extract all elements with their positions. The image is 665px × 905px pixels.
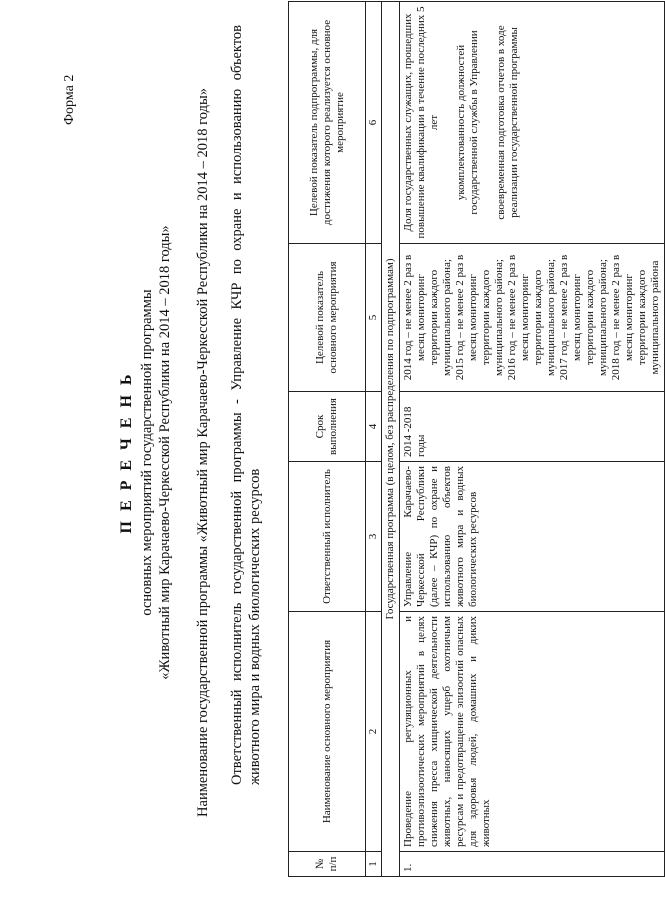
column-number: 3 xyxy=(366,462,382,612)
measure-executor: Управление Карачаево-Черкесской Республики (далее – КЧР) по охране и использованию объектов животного мира и водных биологических ресурсов xyxy=(400,462,665,612)
measure-indicator: 2014 год – не менее 2 раз в месяц мониторинг территории каждого муниципального района; 2015 год – не менее 2 раз в месяц мониторинг территории каждого муниципального района; 2016 год – не менее 2 раз в месяц мониторинг территории каждого муниципального района; 2017 год – не менее 2 раз в месяц мониторинг территории каждого муниципального района; 2018 год – не менее 2 раз в месяц мониторинг территории каждого муниципального района xyxy=(400,244,665,392)
measures-table xyxy=(288,1,665,877)
column-number-row xyxy=(366,2,382,877)
row-number: 1. xyxy=(400,852,665,877)
header-executor: Ответственный исполнитель xyxy=(289,462,366,612)
target-indicators xyxy=(400,2,665,244)
target-indicator-1: Доля государственных служащих, прошедших повышение квалификации в течение последних 5 лет xyxy=(402,6,440,239)
table-row xyxy=(400,2,665,877)
header-target-indicator: Целевой показатель подпрограммы, для достижения которого реализуется основное мероприятие xyxy=(289,2,366,244)
target-indicator-2: укомплектованность должностей государственной службы в Управлении xyxy=(455,30,480,215)
measure-name: Проведение регуляционных и противоэпизоотических мероприятий в целях снижения пресса хищнической деятельности животных, наносящих ущерб охотничьим ресурсам и предотвращение эпизоотий опасных для здоровья людей, домашних и диких животных xyxy=(400,612,665,852)
column-number: 2 xyxy=(366,612,382,852)
program-title: «Животный мир Карачаево-Черкесской Республики на 2014 – 2018 годы» xyxy=(157,225,173,680)
section-title: Государственная программа (в целом, без распределения по подпрограммам) xyxy=(382,2,400,877)
responsible-executor-line: Ответственный исполнитель государственной программы - Управление КЧР по охране и использованию объектов животного мира и водных биологических ресурсов xyxy=(229,25,263,785)
section-row xyxy=(382,2,400,877)
measure-term: 2014 -2018 годы xyxy=(400,392,665,462)
table-header-row xyxy=(289,2,366,877)
form-label: Форма 2 xyxy=(62,74,77,125)
header-term: Срок выполнения xyxy=(289,392,366,462)
program-name-line: Наименование государственной программы «Животный мир Карачаево-Черкесской Республики на 2014 – 2018 годы» xyxy=(195,88,211,817)
header-number: № п/п xyxy=(289,852,366,877)
target-indicator-3: своевременная подготовка отчетов в ходе реализации государственной программы xyxy=(495,25,520,220)
column-number: 5 xyxy=(366,244,382,392)
column-number: 6 xyxy=(366,2,382,244)
column-number: 4 xyxy=(366,392,382,462)
header-measure-indicator: Целевой показатель основного мероприятия xyxy=(289,244,366,392)
column-number: 1 xyxy=(366,852,382,877)
document-title: П Е Р Е Ч Е Н Ь xyxy=(118,371,135,534)
document-subtitle: основных мероприятий государственной программы xyxy=(139,289,155,616)
header-measure-name: Наименование основного мероприятия xyxy=(289,612,366,852)
